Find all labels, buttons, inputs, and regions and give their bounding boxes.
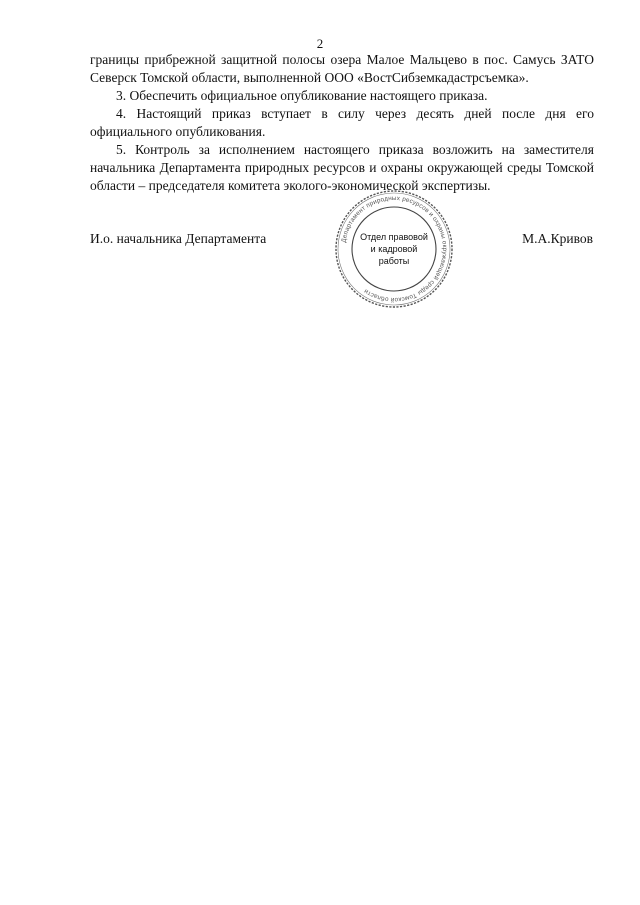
approval-stamp [333, 188, 455, 310]
signature-title: И.о. начальника Департамента [90, 231, 267, 246]
stamp-line-3: работы [378, 256, 410, 266]
paragraph-item-4: 4. Настоящий приказ вступает в силу через десять дней после дня его официального опубликования. [90, 106, 594, 139]
signature-name: М.А.Кривов [522, 231, 593, 246]
page-number: 2 [316, 36, 324, 51]
stamp-line-2: и кадровой [370, 244, 418, 254]
stamp-line-1: Отдел правовой [360, 232, 428, 242]
paragraph-continuation: границы прибрежной защитной полосы озера Малое Мальцево в пос. Самусь ЗАТО Северск Томской области, выполненной ООО «ВостСибземкадастрсъемка». [90, 52, 594, 85]
paragraph-item-3: 3. Обеспечить официальное опубликование настоящего приказа. [116, 88, 488, 103]
stamp-seal-graphic [333, 188, 455, 310]
document-body [90, 51, 594, 195]
paragraph-item-5: 5. Контроль за исполнением настоящего приказа возложить на заместителя начальника Департамента природных ресурсов и охраны окружающей среды Томской области – председателя комитета эколого-экономической экспертизы. [90, 142, 594, 193]
stamp-ring-text: Департамент природных ресурсов и охраны окружающей среды Томской области [340, 194, 449, 304]
